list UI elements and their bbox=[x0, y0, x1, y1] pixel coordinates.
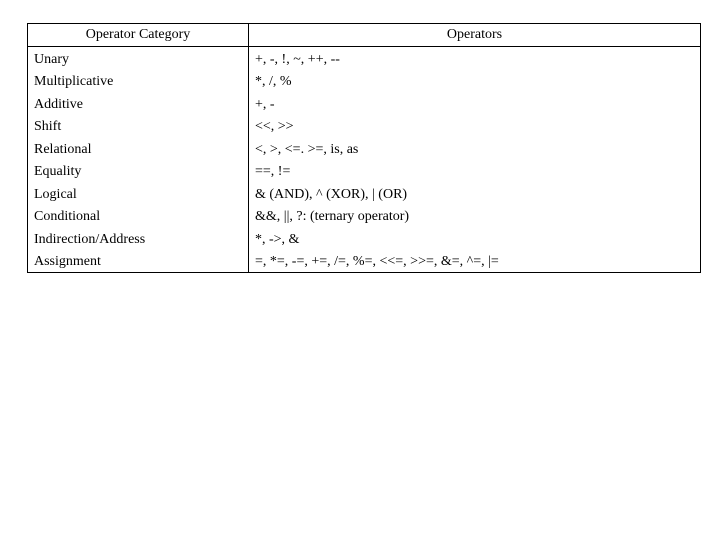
table-row bbox=[28, 227, 701, 250]
table-row bbox=[28, 70, 701, 93]
operators-cell: +, -, !, ~, ++, -- bbox=[249, 47, 701, 70]
table-row bbox=[28, 115, 701, 138]
table-row bbox=[28, 205, 701, 228]
table-row bbox=[28, 47, 701, 70]
operators-cell: +, - bbox=[249, 92, 701, 115]
category-cell: Shift bbox=[28, 115, 249, 138]
category-cell: Logical bbox=[28, 182, 249, 205]
category-cell: Conditional bbox=[28, 205, 249, 228]
operators-cell: &&, ||, ?: (ternary operator) bbox=[249, 205, 701, 228]
header-operators: Operators bbox=[249, 24, 701, 47]
category-cell: Relational bbox=[28, 137, 249, 160]
operators-cell: <<, >> bbox=[249, 115, 701, 138]
operators-cell: ==, != bbox=[249, 160, 701, 183]
table-header-row bbox=[28, 24, 701, 47]
operators-table bbox=[27, 23, 701, 273]
operators-cell: *, ->, & bbox=[249, 227, 701, 250]
operators-cell: <, >, <=. >=, is, as bbox=[249, 137, 701, 160]
header-operator-category: Operator Category bbox=[28, 24, 249, 47]
category-cell: Multiplicative bbox=[28, 70, 249, 93]
category-cell: Assignment bbox=[28, 250, 249, 273]
category-cell: Indirection/Address bbox=[28, 227, 249, 250]
table-row bbox=[28, 92, 701, 115]
table-row bbox=[28, 250, 701, 273]
operators-cell: *, /, % bbox=[249, 70, 701, 93]
table-row bbox=[28, 182, 701, 205]
category-cell: Additive bbox=[28, 92, 249, 115]
category-cell: Unary bbox=[28, 47, 249, 70]
operators-cell: =, *=, -=, +=, /=, %=, <<=, >>=, &=, ^=, |= bbox=[249, 250, 701, 273]
category-cell: Equality bbox=[28, 160, 249, 183]
table-row bbox=[28, 160, 701, 183]
operators-cell: & (AND), ^ (XOR), | (OR) bbox=[249, 182, 701, 205]
table-row bbox=[28, 137, 701, 160]
